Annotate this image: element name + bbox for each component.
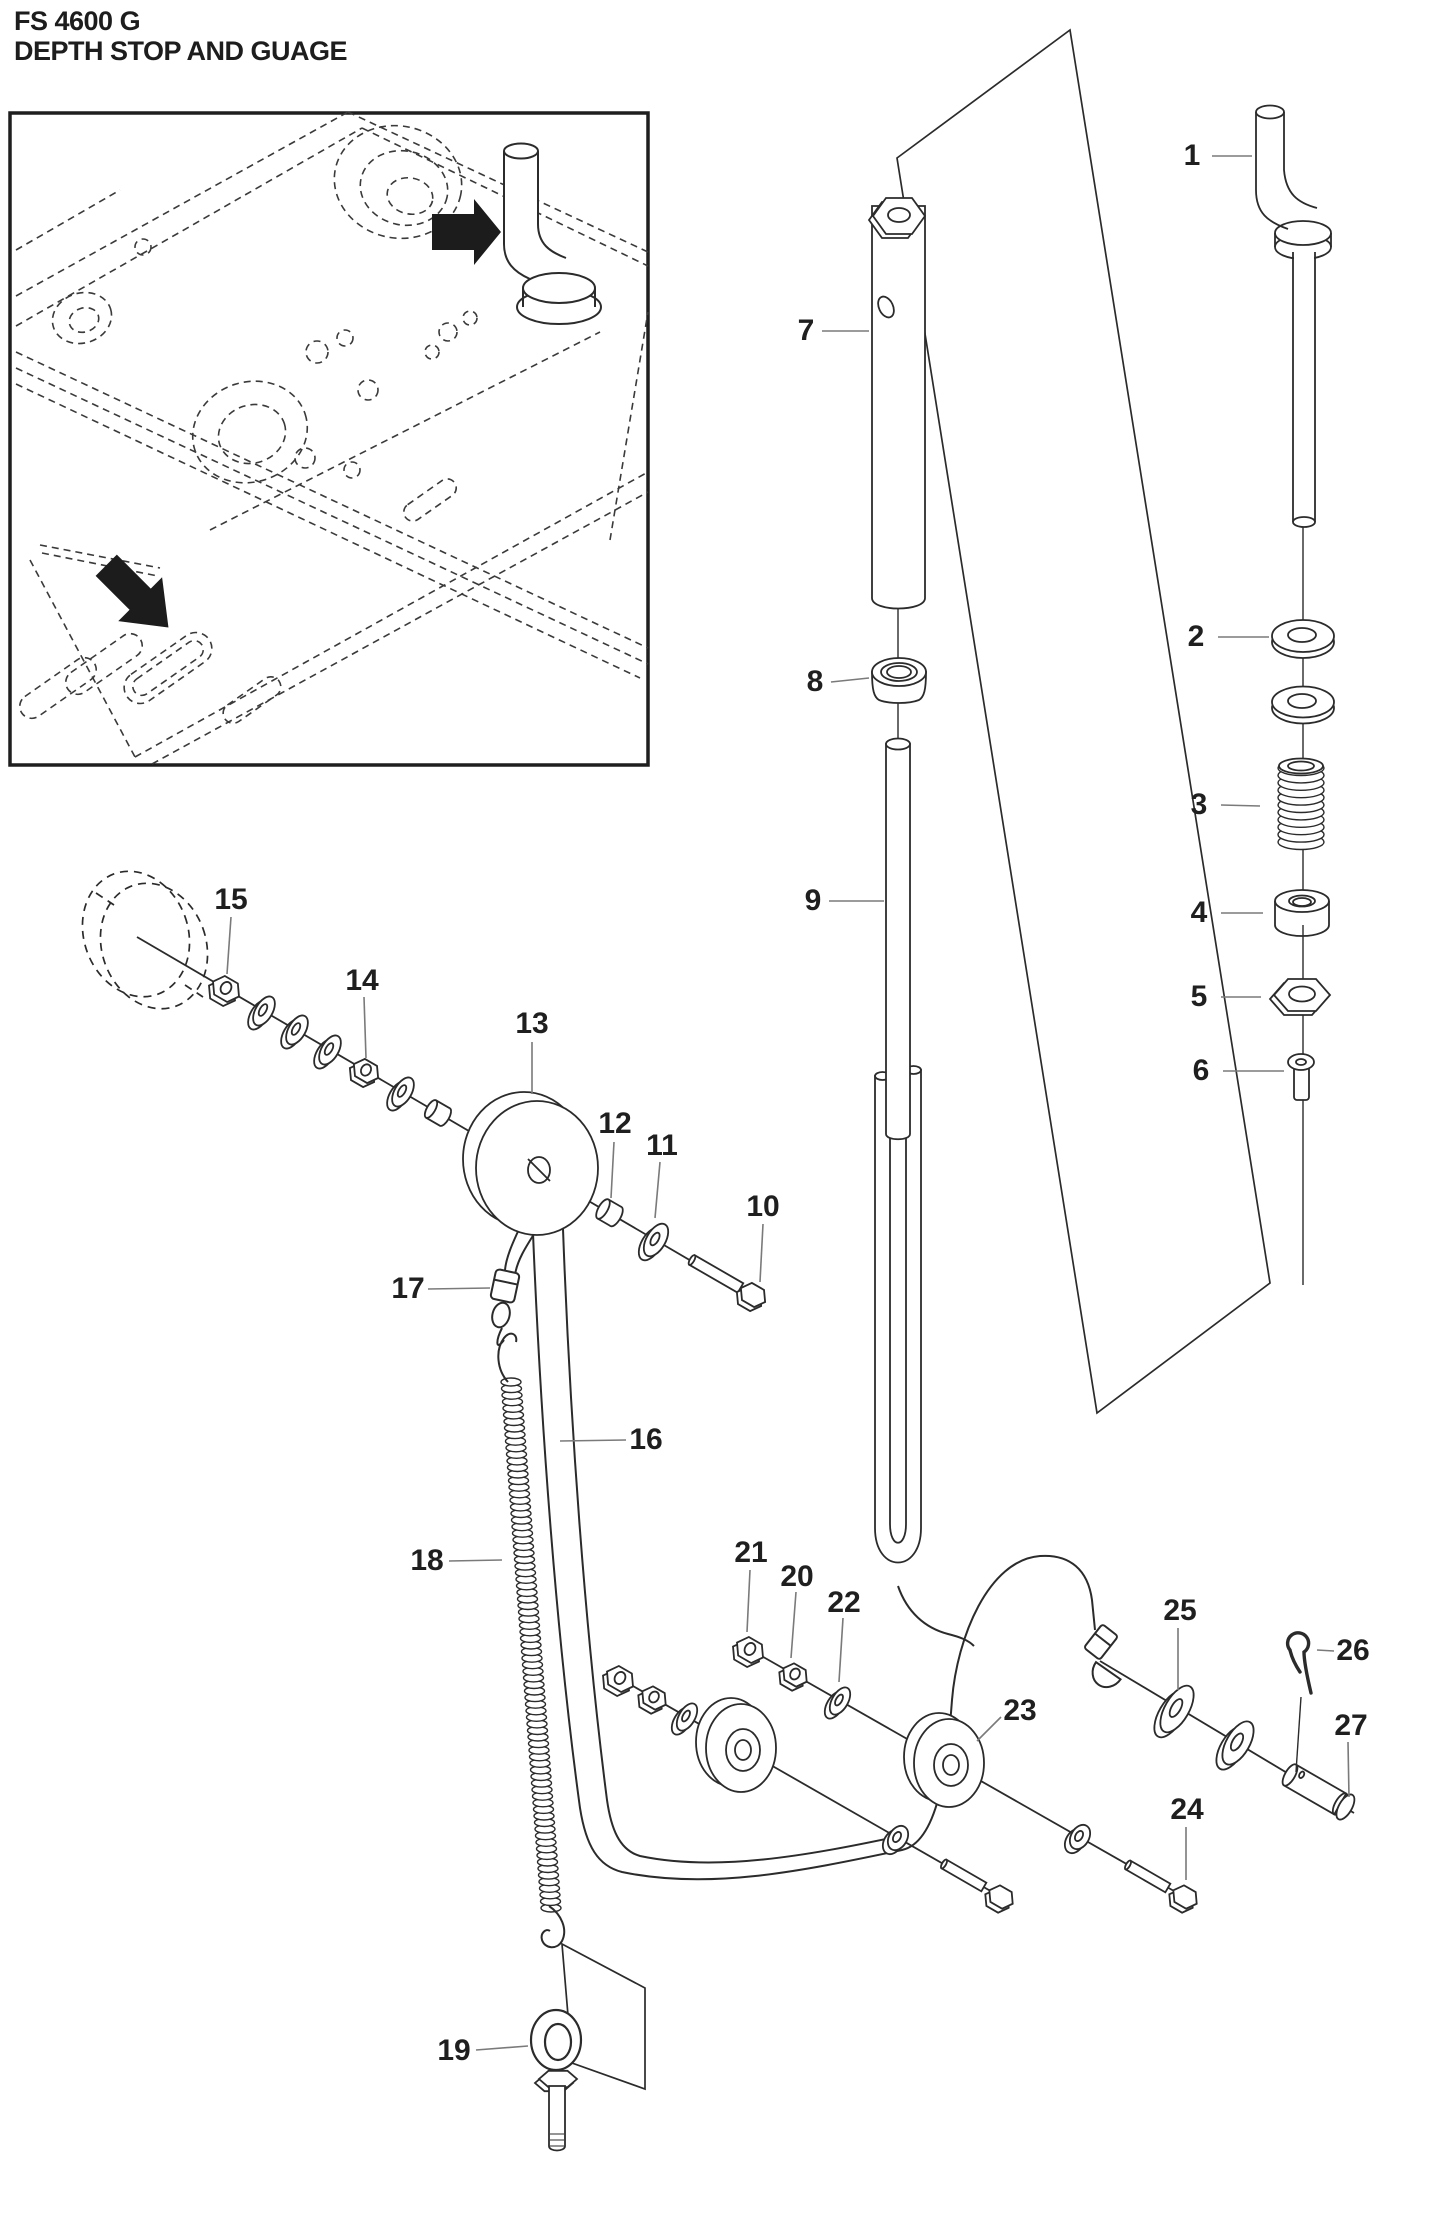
part-24-bolt-shaft: [1124, 1860, 1171, 1893]
part-label-27: 27: [1334, 1709, 1368, 1742]
pulley-left: [696, 1698, 776, 1792]
part-10-bolt-shaft: [687, 1254, 743, 1293]
part-25-washer-b: [1210, 1716, 1260, 1774]
part-label-11: 11: [646, 1129, 678, 1162]
part-label-15: 15: [214, 883, 248, 916]
part-label-24: 24: [1170, 1793, 1204, 1826]
part-label-14: 14: [345, 964, 379, 997]
inset-border: [10, 113, 648, 765]
part-label-5: 5: [1190, 980, 1208, 1013]
part-label-8: 8: [806, 665, 824, 698]
stirrup-yoke: [875, 1070, 921, 1563]
washer-right-e: [1061, 1821, 1095, 1857]
part-26-r-clip: [1288, 1633, 1311, 1693]
part-18-spring: [501, 1378, 561, 1912]
part-label-26: 26: [1336, 1634, 1370, 1667]
part-label-1: 1: [1183, 139, 1201, 172]
part-label-25: 25: [1163, 1594, 1197, 1627]
part-label-20: 20: [780, 1560, 814, 1593]
part-label-12: 12: [598, 1107, 632, 1140]
part-5-nut: [1270, 979, 1330, 1015]
anchor-plate-outline: [562, 1944, 645, 2089]
part-8-bushing: [872, 658, 926, 703]
washer-15a: [244, 993, 280, 1033]
machine-location-inset: [10, 112, 648, 765]
part-9-rod: [886, 739, 910, 1140]
model-title: FS 4600 G: [14, 6, 141, 36]
part-label-16: 16: [629, 1423, 663, 1456]
part-label-19: 19: [437, 2034, 471, 2067]
pin-hole-line: [1296, 1697, 1301, 1772]
part-label-22: 22: [827, 1586, 861, 1619]
part-1-handle-rod: [1256, 106, 1331, 528]
nut-left-b: [634, 1683, 671, 1717]
part-11-washer: [634, 1220, 673, 1265]
part-label-10: 10: [746, 1190, 780, 1223]
part-label-4: 4: [1190, 896, 1208, 929]
part-17-cable-clamp: [490, 1269, 520, 1382]
part-label-3: 3: [1190, 788, 1208, 821]
nut-left-a: [598, 1662, 639, 1700]
handwheel-rim-dashed: [65, 856, 225, 1024]
part-25-washer-a: [1148, 1680, 1201, 1742]
washer-15b: [277, 1012, 313, 1052]
part-label-18: 18: [410, 1544, 444, 1577]
part-4-spacer: [1275, 890, 1329, 936]
part-6-bolt: [1288, 1054, 1314, 1100]
part-21-nut: [728, 1633, 769, 1671]
washer-15c: [310, 1032, 346, 1072]
part-label-21: 21: [734, 1536, 768, 1569]
part-label-13: 13: [515, 1007, 549, 1040]
page-title: DEPTH STOP AND GUAGE: [14, 36, 348, 67]
part-3-spring-top: [1279, 759, 1323, 774]
part-13-pulley: [463, 1092, 598, 1235]
part-label-17: 17: [391, 1272, 425, 1305]
part-24-bolt-head: [1165, 1882, 1202, 1916]
part-label-6: 6: [1192, 1054, 1210, 1087]
part-22-washer: [821, 1684, 855, 1722]
bolt-left-shaft: [940, 1859, 987, 1892]
washer-under-2: [1272, 687, 1334, 724]
part-27-clevis-pin: [1279, 1760, 1358, 1822]
spacer-13: [422, 1098, 453, 1128]
part-12-bushing: [593, 1197, 625, 1228]
part-15-locknut: [204, 972, 245, 1010]
cable-end-clip: [1084, 1624, 1121, 1693]
mount-plate-outline: [897, 30, 1270, 1413]
part-23-pulley: [904, 1713, 984, 1807]
part-label-9: 9: [804, 884, 822, 917]
washer-14: [383, 1074, 419, 1114]
bolt-left-head: [981, 1882, 1018, 1916]
washer-left-d: [879, 1822, 913, 1858]
part-label-2: 2: [1187, 620, 1205, 653]
part-20-nut: [775, 1660, 812, 1694]
part-7-tube: [872, 206, 925, 609]
part-label-23: 23: [1003, 1694, 1037, 1727]
part-2-washer: [1272, 620, 1334, 658]
part-14-locknut: [345, 1055, 383, 1090]
part-label-7: 7: [797, 314, 815, 347]
